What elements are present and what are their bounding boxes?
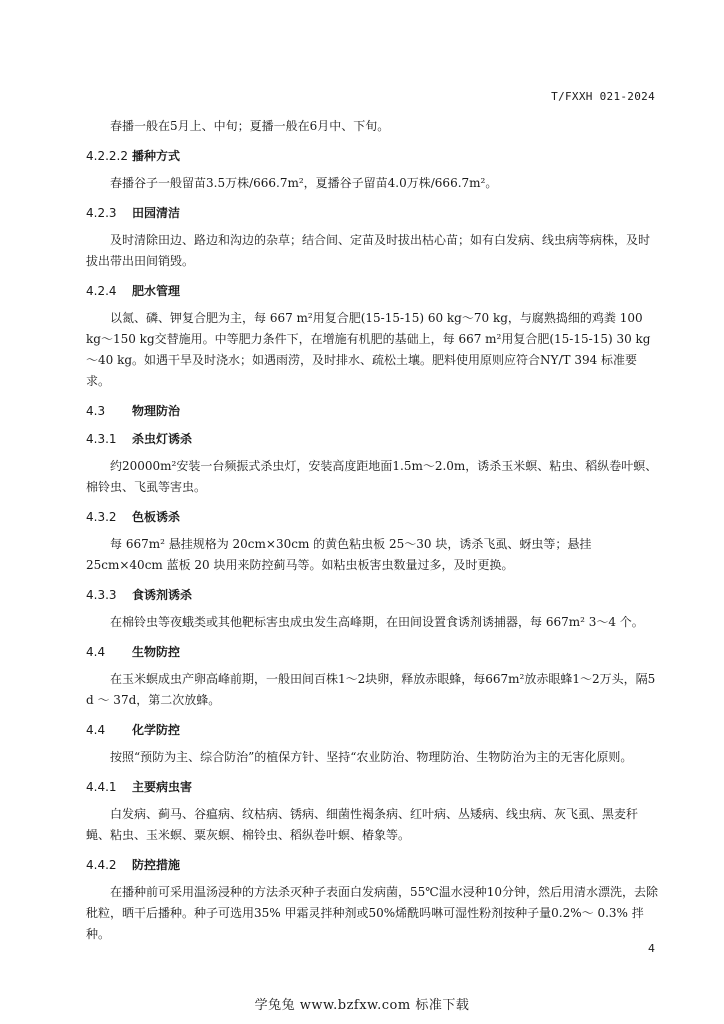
section-number: 4.3.3 bbox=[86, 588, 117, 602]
section-title: 化学防控 bbox=[132, 723, 181, 737]
footer-watermark: 学兔兔 www.bzfxw.com 标准下载 bbox=[254, 998, 470, 1013]
section-number: 4.2.3 bbox=[86, 206, 117, 220]
section-heading bbox=[86, 586, 658, 604]
section-heading bbox=[86, 643, 658, 661]
paragraph: 在玉米螟成虫产卵高峰前期，一般田间百株1～2块卵，释放赤眼蜂，每667m²放赤眼蜂1～2万头，隔5 d ～ 37d，第二次放蜂。 bbox=[86, 672, 656, 707]
section-number: 4.2.2.2 bbox=[86, 149, 128, 163]
section-title: 主要病虫害 bbox=[132, 780, 193, 794]
section-number: 4.4 bbox=[86, 723, 106, 737]
paragraph: 在棉铃虫等夜蛾类或其他靶标害虫成虫发生高峰期，在田间设置食诱剂诱捕器，每 667m² 3～4 个。 bbox=[110, 615, 644, 629]
section-title: 田园清洁 bbox=[132, 206, 181, 220]
paragraph: 约20000m²安装一台频振式杀虫灯，安装高度距地面1.5m～2.0m，诱杀玉米螟、粘虫、稻纵卷叶螟、棉铃虫、飞虱等害虫。 bbox=[86, 459, 658, 494]
section-number: 4.4 bbox=[86, 645, 106, 659]
section-number: 4.2.4 bbox=[86, 284, 117, 298]
document-code: T/FXXH 021-2024 bbox=[551, 90, 655, 103]
section-heading bbox=[86, 430, 658, 448]
section-title: 生物防控 bbox=[132, 645, 181, 659]
paragraph: 按照“预防为主、综合防治”的植保方针、坚持“农业防治、物理防治、生物防治为主的无害化原则。 bbox=[110, 750, 633, 764]
section-number: 4.4.1 bbox=[86, 780, 117, 794]
section-title: 肥水管理 bbox=[132, 284, 181, 298]
section-title: 防控措施 bbox=[132, 858, 181, 872]
section-title: 色板诱杀 bbox=[132, 510, 181, 524]
section-title: 杀虫灯诱杀 bbox=[132, 432, 193, 446]
paragraph: 及时清除田边、路边和沟边的杂草；结合间、定苗及时拔出枯心苗；如有白发病、线虫病等病株，及时拔出带出田间销毁。 bbox=[86, 233, 651, 268]
section-number: 4.4.2 bbox=[86, 858, 117, 872]
section-title: 食诱剂诱杀 bbox=[132, 588, 193, 602]
section-heading bbox=[86, 282, 658, 300]
section-heading bbox=[86, 204, 658, 222]
paragraph: 每 667m² 悬挂规格为 20cm×30cm 的黄色粘虫板 25～30 块，诱杀飞虱、蚜虫等；悬挂 25cm×40cm 蓝板 20 块用来防控蓟马等。如粘虫板害虫数量过多，及时更换。 bbox=[86, 537, 592, 572]
section-heading bbox=[86, 147, 658, 165]
section-number: 4.3.2 bbox=[86, 510, 117, 524]
paragraph: 以氮、磷、钾复合肥为主，每 667 m²用复合肥(15-15-15) 60 kg～70 kg，与腐熟捣细的鸡粪 100 kg～150 kg交替施用。中等肥力条件下，在增施有机肥的基础上，每 667 m²用复合肥(15-15-15) 30 kg～40 kg。如遇干旱及时浇水；如遇雨涝，及时排水、疏松土壤。肥料使用原则应符合NY/T 394 标准要求。 bbox=[86, 311, 651, 388]
section-number: 4.3 bbox=[86, 404, 106, 418]
section-heading bbox=[86, 721, 658, 739]
paragraph: 春播谷子一般留苗3.5万株/666.7m²，夏播谷子留苗4.0万株/666.7m²。 bbox=[110, 176, 498, 190]
section-title: 播种方式 bbox=[132, 149, 181, 163]
section-heading bbox=[86, 508, 658, 526]
section-heading bbox=[86, 778, 658, 796]
paragraph: 白发病、蓟马、谷瘟病、纹枯病、锈病、细菌性褐条病、红叶病、丛矮病、线虫病、灰飞虱、黑麦秆蝇、粘虫、玉米螟、粟灰螟、棉铃虫、稻纵卷叶螟、椿象等。 bbox=[86, 807, 639, 842]
section-heading bbox=[86, 856, 658, 874]
section-heading bbox=[86, 402, 658, 420]
section-title: 物理防治 bbox=[132, 404, 181, 418]
section-number: 4.3.1 bbox=[86, 432, 117, 446]
paragraph: 春播一般在5月上、中旬；夏播一般在6月中、下旬。 bbox=[110, 119, 390, 133]
page-number: 4 bbox=[648, 942, 655, 955]
document-body bbox=[86, 108, 658, 951]
paragraph: 在播种前可采用温汤浸种的方法杀灭种子表面白发病菌，55℃温水浸种10分钟，然后用清水漂洗，去除秕粒，晒干后播种。种子可选用35% 甲霜灵拌种剂或50%烯酰吗啉可湿性粉剂按种子量0.2%～ 0.3% 拌种。 bbox=[86, 885, 658, 941]
